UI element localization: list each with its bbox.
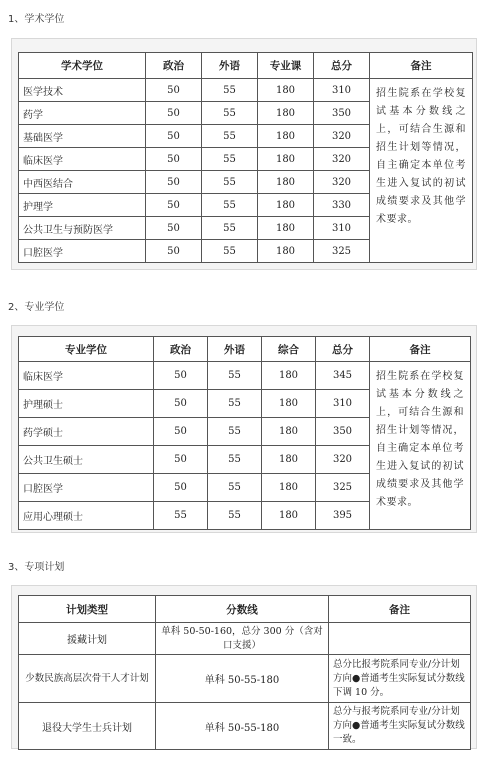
cell-politics: 50: [154, 362, 208, 390]
table-header-row: [19, 53, 473, 79]
cell-comprehensive: 180: [262, 418, 316, 446]
cell-politics: 50: [146, 102, 202, 125]
col-header: 专业课: [258, 53, 314, 79]
cell-politics: 50: [154, 474, 208, 502]
cell-course: 180: [258, 102, 314, 125]
cell-major: 临床医学: [19, 362, 154, 390]
cell-politics: 50: [146, 148, 202, 171]
cell-plan-type: 少数民族高层次骨干人才计划: [19, 655, 156, 703]
cell-language: 55: [208, 390, 262, 418]
cell-major: 公共卫生硕士: [19, 446, 154, 474]
cell-major: 口腔医学: [19, 474, 154, 502]
col-header: 综合: [262, 337, 316, 362]
cell-comprehensive: 180: [262, 390, 316, 418]
note-cell: 招生院系在学校复试基本分数线之上，可结合生源和招生计划等情况，自主确定本单位考生进入复试的初试成绩要求及其他学术要求。: [370, 362, 471, 530]
section2-heading: 2、专业学位: [8, 302, 65, 313]
cell-comprehensive: 180: [262, 474, 316, 502]
special-program-table: [18, 595, 471, 750]
cell-comprehensive: 180: [262, 446, 316, 474]
table-header-row: [19, 596, 471, 623]
col-header: 计划类型: [19, 596, 156, 623]
cell-total: 395: [316, 502, 370, 530]
cell-total: 320: [316, 446, 370, 474]
cell-language: 55: [202, 102, 258, 125]
col-header: 总分: [314, 53, 370, 79]
cell-note: [329, 623, 471, 655]
cell-course: 180: [258, 148, 314, 171]
cell-language: 55: [202, 240, 258, 263]
col-header: 总分: [316, 337, 370, 362]
cell-major: 药学硕士: [19, 418, 154, 446]
table-row: [19, 655, 471, 703]
cell-language: 55: [208, 362, 262, 390]
col-header: 备注: [370, 53, 473, 79]
cell-language: 55: [202, 125, 258, 148]
cell-language: 55: [202, 171, 258, 194]
table-row: [19, 623, 471, 655]
cell-major: 药学: [19, 102, 146, 125]
cell-total: 350: [316, 418, 370, 446]
academic-degree-table: [18, 52, 473, 263]
col-header: 分数线: [156, 596, 329, 623]
col-header: 专业学位: [19, 337, 154, 362]
cell-plan-type: 退役大学生士兵计划: [19, 703, 156, 750]
cell-total: 320: [314, 171, 370, 194]
cell-politics: 50: [146, 194, 202, 217]
table-row: [19, 703, 471, 750]
cell-politics: 50: [154, 390, 208, 418]
cell-language: 55: [202, 194, 258, 217]
cell-politics: 50: [154, 446, 208, 474]
col-header: 外语: [208, 337, 262, 362]
table-row: [19, 79, 473, 102]
cell-major: 临床医学: [19, 148, 146, 171]
cell-major: 护理学: [19, 194, 146, 217]
cell-comprehensive: 180: [262, 362, 316, 390]
cell-total: 310: [314, 217, 370, 240]
cell-major: 护理硕士: [19, 390, 154, 418]
cell-comprehensive: 180: [262, 502, 316, 530]
col-header: 备注: [329, 596, 471, 623]
cell-major: 基础医学: [19, 125, 146, 148]
cell-language: 55: [202, 217, 258, 240]
professional-degree-table: [18, 336, 471, 530]
cell-language: 55: [208, 474, 262, 502]
cell-course: 180: [258, 194, 314, 217]
cell-language: 55: [202, 148, 258, 171]
note-cell: 招生院系在学校复试基本分数线之上，可结合生源和招生计划等情况，自主确定本单位考生进入复试的初试成绩要求及其他学术要求。: [370, 79, 473, 263]
cell-total: 350: [314, 102, 370, 125]
cell-language: 55: [208, 502, 262, 530]
cell-score-line: 单科 50-55-180: [156, 703, 329, 750]
cell-politics: 50: [146, 240, 202, 263]
cell-plan-type: 援藏计划: [19, 623, 156, 655]
cell-course: 180: [258, 217, 314, 240]
cell-total: 320: [314, 125, 370, 148]
section1-heading: 1、学术学位: [8, 14, 65, 25]
col-header: 政治: [146, 53, 202, 79]
table-header-row: [19, 337, 471, 362]
cell-politics: 55: [154, 502, 208, 530]
cell-major: 中西医结合: [19, 171, 146, 194]
col-header: 备注: [370, 337, 471, 362]
cell-score-line: 单科 50-55-180: [156, 655, 329, 703]
cell-course: 180: [258, 240, 314, 263]
cell-total: 325: [316, 474, 370, 502]
cell-course: 180: [258, 171, 314, 194]
cell-politics: 50: [146, 79, 202, 102]
cell-total: 330: [314, 194, 370, 217]
cell-language: 55: [202, 79, 258, 102]
cell-politics: 50: [146, 125, 202, 148]
cell-course: 180: [258, 79, 314, 102]
cell-total: 310: [314, 79, 370, 102]
table-row: [19, 362, 471, 390]
cell-politics: 50: [146, 217, 202, 240]
cell-total: 325: [314, 240, 370, 263]
col-header: 外语: [202, 53, 258, 79]
cell-language: 55: [208, 418, 262, 446]
cell-major: 公共卫生与预防医学: [19, 217, 146, 240]
cell-total: 310: [316, 390, 370, 418]
cell-total: 345: [316, 362, 370, 390]
cell-major: 应用心理硕士: [19, 502, 154, 530]
cell-score-line: 单科 50-50-160，总分 300 分（含对口支援）: [156, 623, 329, 655]
section3-heading: 3、专项计划: [8, 562, 65, 573]
cell-politics: 50: [154, 418, 208, 446]
cell-major: 口腔医学: [19, 240, 146, 263]
cell-major: 医学技术: [19, 79, 146, 102]
cell-total: 320: [314, 148, 370, 171]
col-header: 学术学位: [19, 53, 146, 79]
col-header: 政治: [154, 337, 208, 362]
cell-politics: 50: [146, 171, 202, 194]
cell-note: 总分与报考院系同专业/分计划方向●普通考生实际复试分数线一致。: [329, 703, 471, 750]
cell-course: 180: [258, 125, 314, 148]
cell-note: 总分比报考院系同专业/分计划方向●普通考生实际复试分数线下调 10 分。: [329, 655, 471, 703]
cell-language: 55: [208, 446, 262, 474]
